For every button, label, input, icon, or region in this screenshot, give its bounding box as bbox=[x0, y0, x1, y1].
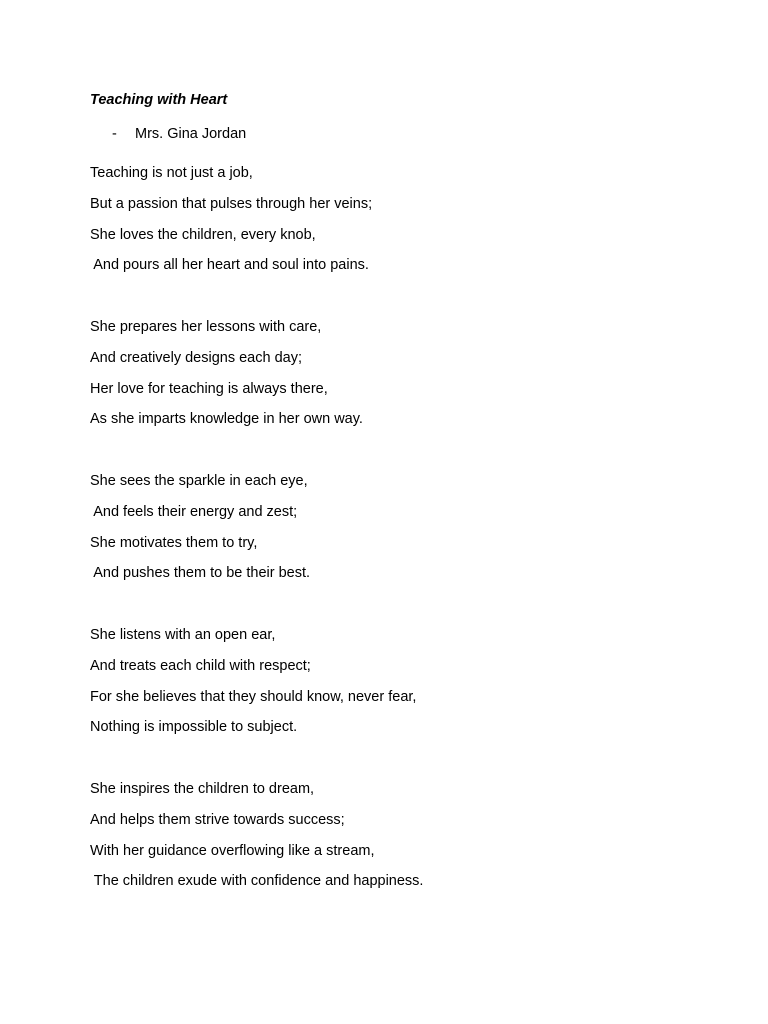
poem-line: She motivates them to try, bbox=[90, 534, 258, 551]
poem-line: And feels their energy and zest; bbox=[90, 503, 298, 520]
poem-line: She loves the children, every knob, bbox=[90, 226, 316, 243]
poem-title: Teaching with Heart bbox=[90, 92, 228, 108]
poem-line: And creatively designs each day; bbox=[90, 349, 302, 366]
stanza-break bbox=[90, 281, 710, 312]
stanza-break bbox=[90, 589, 710, 620]
poem-line: With her guidance overflowing like a stream, bbox=[90, 842, 375, 859]
stanza-break bbox=[90, 743, 710, 774]
poem-line: The children exude with confidence and happiness. bbox=[90, 873, 424, 890]
poem-line: She inspires the children to dream, bbox=[90, 780, 315, 797]
poem-line: As she imparts knowledge in her own way. bbox=[90, 411, 363, 428]
poem-line: And helps them strive towards success; bbox=[90, 811, 345, 828]
poem-line: And pours all her heart and soul into pains. bbox=[90, 257, 369, 274]
poem-body bbox=[90, 158, 710, 897]
poem-line: She sees the sparkle in each eye, bbox=[90, 472, 308, 489]
poem-line: She listens with an open ear, bbox=[90, 626, 276, 643]
poem-line: For she believes that they should know, never fear, bbox=[90, 688, 417, 705]
stanza-break bbox=[90, 435, 710, 466]
poem-line: And treats each child with respect; bbox=[90, 657, 311, 674]
stanza bbox=[90, 620, 710, 743]
poem-line: Her love for teaching is always there, bbox=[90, 380, 328, 397]
stanza bbox=[90, 774, 710, 897]
poem-line: She prepares her lessons with care, bbox=[90, 318, 322, 335]
poem-line: Nothing is impossible to subject. bbox=[90, 719, 298, 736]
author-dash: - bbox=[112, 126, 117, 142]
poem-line: Teaching is not just a job, bbox=[90, 165, 253, 181]
author-name: Mrs. Gina Jordan bbox=[135, 126, 247, 142]
stanza bbox=[90, 466, 710, 589]
poem-line: And pushes them to be their best. bbox=[90, 565, 311, 582]
stanza bbox=[90, 312, 710, 435]
stanza bbox=[90, 158, 710, 281]
poem-line: But a passion that pulses through her veins; bbox=[90, 195, 373, 212]
author-line bbox=[112, 126, 246, 142]
